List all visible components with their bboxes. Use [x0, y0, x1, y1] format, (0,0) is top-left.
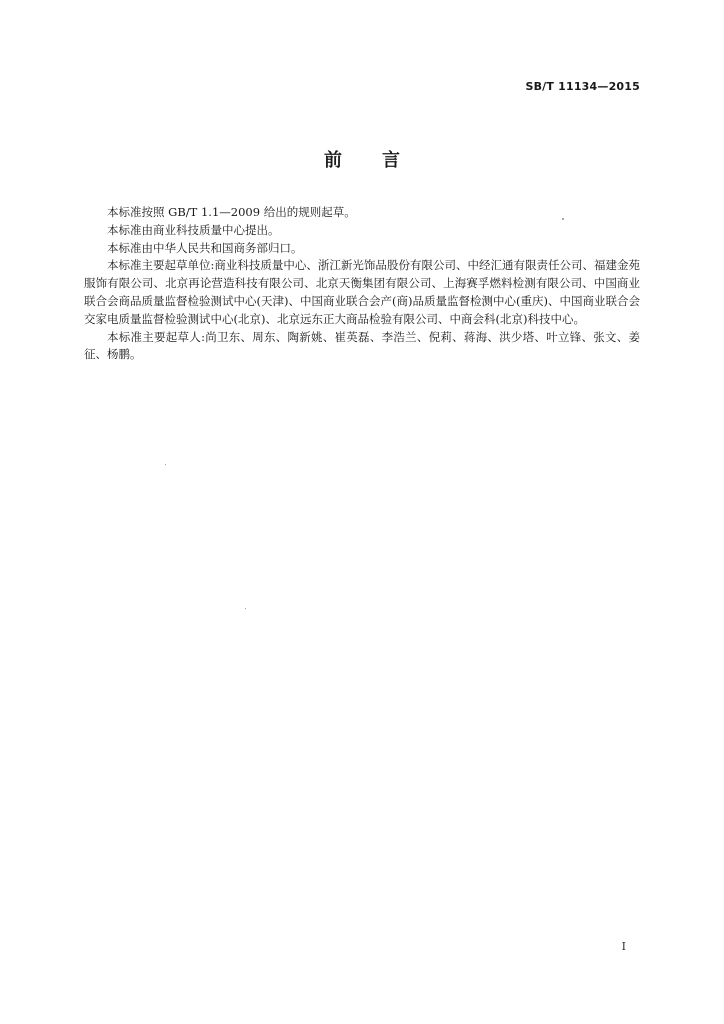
standard-code: SB/T 11134—2015 [525, 80, 640, 93]
scan-speck [165, 464, 166, 465]
paragraph-proposer: 本标准由商业科技质量中心提出。 [107, 222, 280, 237]
page-number: I [621, 940, 626, 953]
foreword-body [84, 204, 640, 364]
scan-speck [245, 608, 246, 609]
section-title: 前言 [324, 150, 440, 171]
paragraph-drafters: 本标准主要起草人:尚卫东、周东、陶新姚、崔英磊、李浩兰、倪莉、蒋海、洪少塔、叶立锋、张文、姜征、杨鹏。 [84, 329, 640, 362]
paragraph-centralized-by: 本标准由中华人民共和国商务部归口。 [107, 240, 303, 255]
paragraph-drafting-rules: 本标准按照 GB/T 1.1—2009 给出的规则起草。 [107, 205, 356, 219]
paragraph-drafting-units: 本标准主要起草单位:商业科技质量中心、浙江新光饰品股份有限公司、中经汇通有限责任公司、福建金苑服饰有限公司、北京再论营造科技有限公司、北京天衡集团有限公司、上海赛孚燃料检测有限公司、中国商业联合会商品质量监督检验测试中心(天津)、中国商业联合会产(商)品质量监督检测中心(重庆)、中国商业联合会交家电质量监督检验测试中心(北京)、北京远东正大商品检验有限公司、中商会科(北京)科技中心。 [84, 258, 640, 326]
scan-speck [562, 218, 564, 220]
